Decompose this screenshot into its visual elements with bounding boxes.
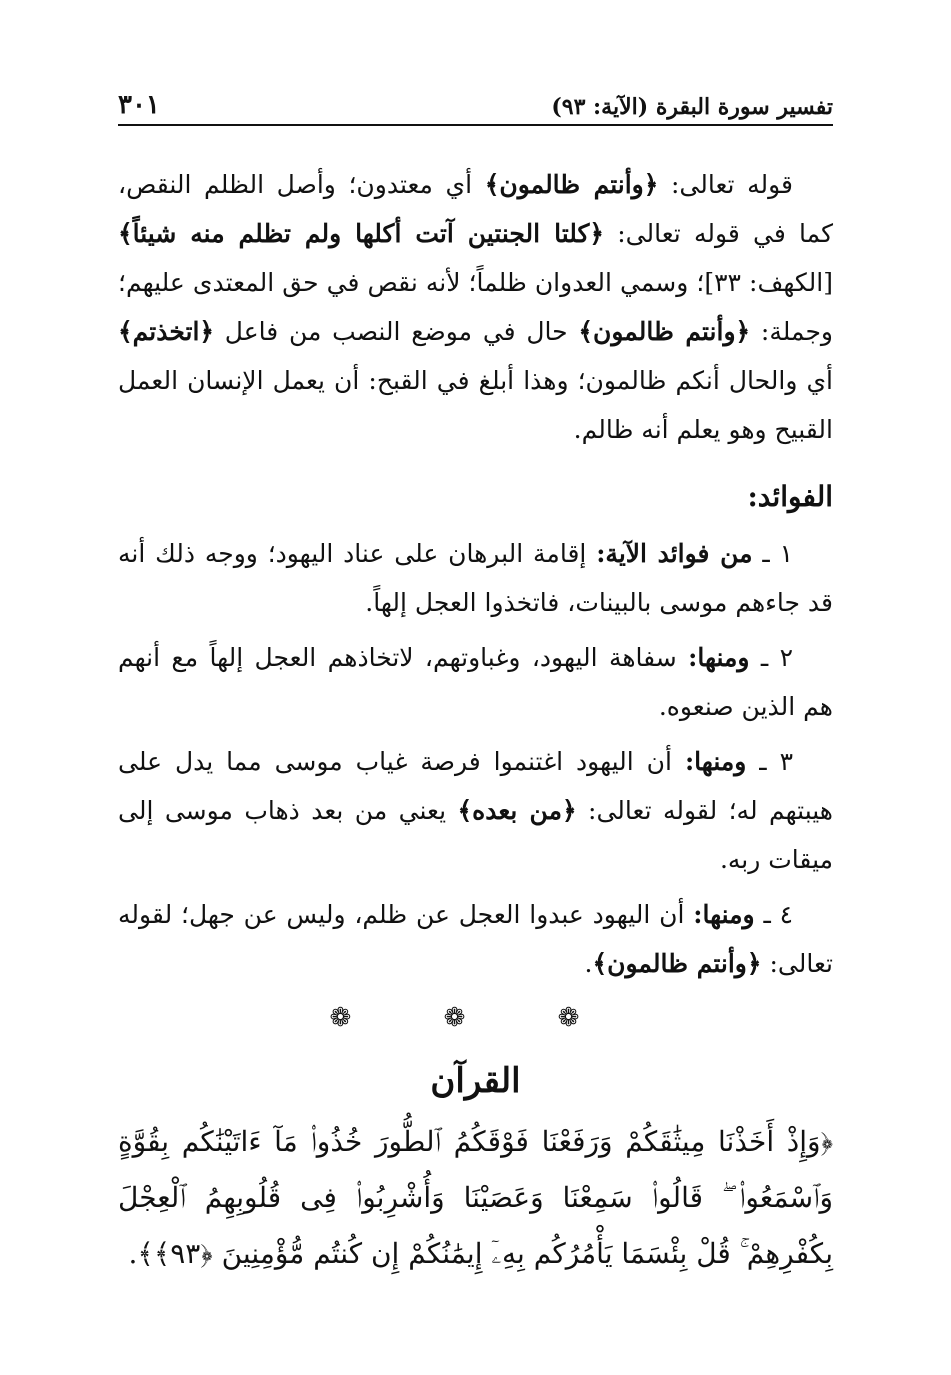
text-run: [الكهف: ٣٣]؛ وسمي العدوان ظلماً؛ لأنه نقص في حق المعتدى عليهم؛ وجملة: (118, 268, 834, 346)
quote: ﴿كلتا الجنتين آتت أكلها ولم تظلم منه شيئاً﴾ (118, 219, 605, 248)
benefit-item (118, 890, 833, 988)
quran-heading: القرآن (430, 1061, 521, 1101)
item-text: إقامة البرهان على عناد اليهود؛ ووجه ذلك أنه قد جاءهم موسى بالبينات، فاتخذوا العجل إلهاً. (118, 539, 833, 617)
benefit-item (118, 529, 833, 627)
quote: ﴿اتخذتم﴾ (118, 317, 215, 346)
running-title: تفسير سورة البقرة (الآية: ٩٣) (551, 94, 833, 120)
item-text: سفاهة اليهود، وغباوتهم، لاتخاذهم العجل إلهاً مع أنهم هم الذين صنعوه. (118, 643, 833, 721)
section-separator: ❁ ❁ ❁ (329, 1003, 622, 1033)
item-text: أن اليهود عبدوا العجل عن ظلم، وليس عن جهل؛ لقوله تعالى: (118, 900, 833, 978)
item-number: ٣ ـ (746, 747, 794, 776)
quote: ﴿وأنتم ظالمون﴾ (578, 317, 751, 346)
item-lead: ومنها: (684, 747, 747, 776)
item-text: يعني من بعد ذهاب موسى إلى ميقات ربه. (118, 796, 833, 874)
benefits-heading: الفوائد: (747, 480, 833, 513)
benefit-item (118, 737, 833, 884)
text-run: أي والحال أنكم ظالمون؛ وهذا أبلغ في القبح: أن يعمل الإنسان العمل القبيح وهو يعلم أنه ظالم. (118, 366, 833, 444)
item-number: ١ ـ (752, 539, 793, 568)
text-run: حال في موضع النصب من فاعل (214, 317, 579, 346)
quote: ﴿وأنتم ظالمون﴾ (592, 949, 762, 978)
item-lead: ومنها: (693, 900, 755, 929)
page-header (118, 84, 833, 126)
page-number: ٣٠١ (118, 90, 160, 120)
text-run: قوله تعالى: (658, 170, 793, 199)
quote: ﴿وأنتم ظالمون﴾ (484, 170, 659, 199)
item-lead: ومنها: (688, 643, 750, 672)
text-run: أي معتدون؛ وأصل الظلم النقص، كما في قوله تعالى: (118, 170, 833, 248)
quote: ﴿من بعده﴾ (457, 796, 577, 825)
page-body (118, 160, 833, 1282)
commentary-paragraph (118, 160, 833, 454)
item-number: ٤ ـ (754, 900, 794, 929)
item-number: ٢ ـ (749, 643, 794, 672)
item-text: أن اليهود اغتنموا فرصة غياب موسى مما يدل على هيبتهم له؛ لقوله تعالى: (118, 747, 833, 825)
item-text: . (584, 949, 593, 978)
quran-verse: ﴿وَإِذْ أَخَذْنَا مِيثَٰقَكُمْ وَرَفَعْنَا فَوْقَكُمُ ٱلطُّورَ خُذُوا۟ مَآ ءَاتَيْنَٰكُم بِقُوَّةٍ وَٱسْمَعُوا۟ ۖ قَالُوا۟ سَمِعْنَا وَعَصَيْنَا وَأُشْرِبُوا۟ فِى قُلُوبِهِمُ ٱلْعِجْلَ بِكُفْرِهِمْ ۚ قُلْ بِئْسَمَا يَأْمُرُكُم بِهِۦٓ إِيمَٰنُكُمْ إِن كُنتُم مُّؤْمِنِينَ ﴿٩٣﴾﴾. (118, 1125, 833, 1270)
benefit-item (118, 633, 833, 731)
item-lead: من فوائد الآية: (596, 539, 753, 568)
